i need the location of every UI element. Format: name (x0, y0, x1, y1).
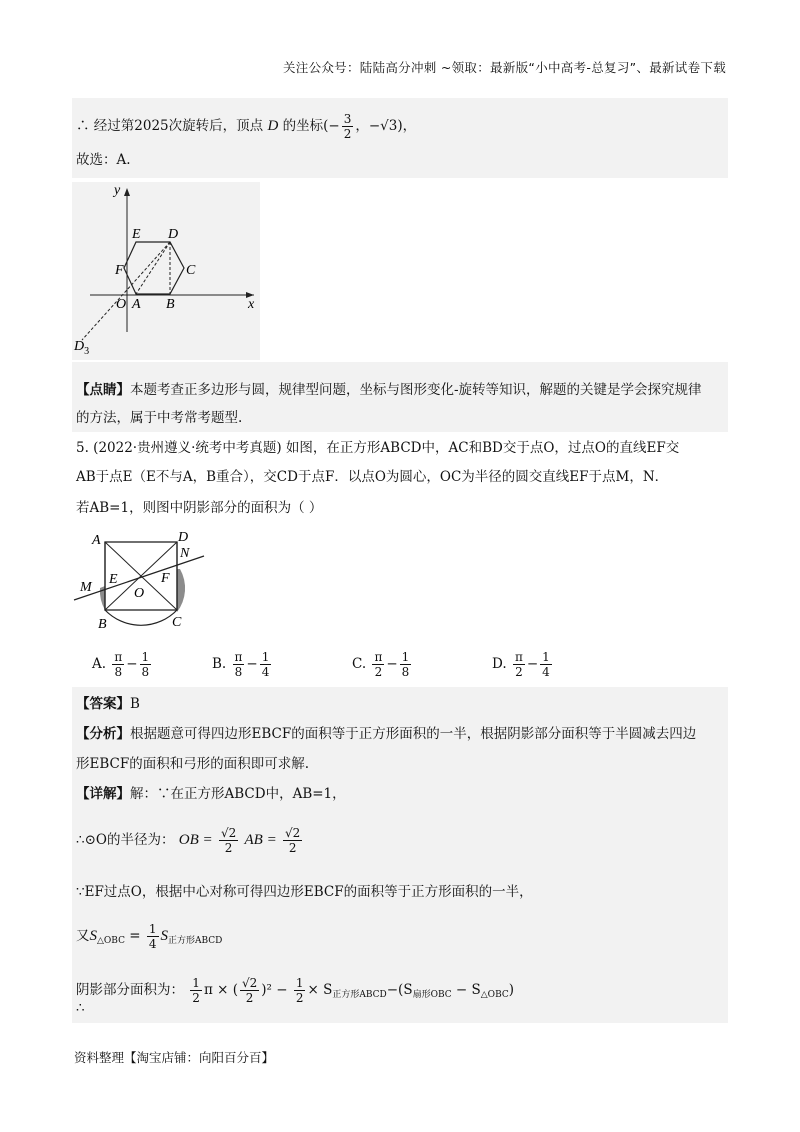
page-header: 关注公众号：陆陆高分冲刺 ~领取：最新版“小中高考-总复习”、最新试卷下载 (282, 60, 726, 75)
fig2-label-O: O (134, 586, 145, 601)
prev-choice: 故选：A. (76, 152, 131, 168)
prev-line1: ∴ 经过第2025次旋转后，顶点 D 的坐标(− $\frac{3}{2}$ ，−√3)， (76, 112, 417, 141)
fig1-label-E: E (132, 227, 141, 242)
analysis-line1: 【分析】根据题意可得四边形EBCF的面积等于正方形面积的一半，根据阴影部分面积等于半圆减去四边 (76, 726, 697, 742)
fig1-label-B: B (166, 297, 175, 312)
fig2-label-E: E (109, 572, 118, 587)
detail-radius: ∴⊙O的半径为： OB = $\frac{√2}{2}$ AB = $\frac{√2}{2}$ (76, 826, 301, 855)
option-A[interactable]: A. $\frac{\pi}{8}$ − $\frac{1}{8}$ (92, 650, 150, 679)
fig2-label-F: F (161, 571, 170, 586)
analysis-line2: 形EBCF的面积和弓形的面积即可求解. (76, 756, 310, 772)
fig2-label-B: B (98, 617, 107, 632)
answer-line: 【答案】B (76, 696, 140, 712)
fig1-label-F: F (115, 263, 124, 278)
detail-line4: 又$S_{\triangle OBC}$ = $\frac{1}{4}$ $S_{正方形ABCD}$ (76, 922, 223, 951)
detail-line5: 阴影部分面积为： $\frac{1}{2}$ π × ( $\frac{√2}{2}$ )² − $\frac{1}{2}$ × $S_{正方形ABCD}-(S_{扇形OBC} - S_{\triangle OBC})$ (76, 976, 515, 1005)
option-B[interactable]: B. $\frac{\pi}{8}$ − $\frac{1}{4}$ (212, 650, 270, 679)
fig1-label-x: x (248, 297, 255, 312)
comment-line1: 【点睛】本题考查正多边形与圆，规律型问题，坐标与图形变化-旋转等知识，解题的关键是学会探究规律 (76, 382, 702, 398)
fig2-label-N: N (180, 546, 190, 561)
fig2-label-C: C (172, 615, 182, 630)
fig2-label-M: M (80, 580, 92, 595)
fig1-label-O: O (116, 297, 127, 312)
detail-line1: 【详解】解：∵在正方形ABCD中，AB=1， (76, 786, 346, 802)
detail-line3: ∵EF过点O，根据中心对称可得四边形EBCF的面积等于正方形面积的一半， (76, 884, 533, 900)
fig1-label-D: D (168, 227, 179, 242)
option-D[interactable]: D. $\frac{\pi}{2}$ − $\frac{1}{4}$ (492, 650, 550, 679)
comment-line2: 的方法，属于中考常考题型. (76, 410, 243, 426)
q5-line3: 若AB=1，则图中阴影部分的面积为（ ） (76, 500, 323, 516)
fig2-label-D: D (178, 530, 189, 545)
fig2-label-A: A (92, 533, 101, 548)
page-footer: 资料整理【淘宝店铺：向阳百分百】 (74, 1050, 275, 1065)
square-circle-figure (72, 528, 212, 632)
hexagon-figure (72, 182, 260, 360)
fig1-label-A: A (132, 297, 141, 312)
option-C[interactable]: C. $\frac{\pi}{2}$ − $\frac{1}{8}$ (352, 650, 410, 679)
fig1-label-C: C (186, 263, 196, 278)
detail-therefore: ∴ (76, 1000, 85, 1016)
fig1-label-y: y (114, 183, 121, 198)
q5-line2: AB于点E（E不与A，B重合），交CD于点F．以点O为圆心，OC为半径的圆交直线EF于点M，N． (76, 469, 669, 485)
fig1-label-D3: $D_3$ (74, 339, 90, 357)
q5-line1: 5. (2022·贵州遵义·统考中考真题) 如图，在正方形ABCD中，AC和BD交于点O，过点O的直线EF交 (76, 440, 680, 456)
